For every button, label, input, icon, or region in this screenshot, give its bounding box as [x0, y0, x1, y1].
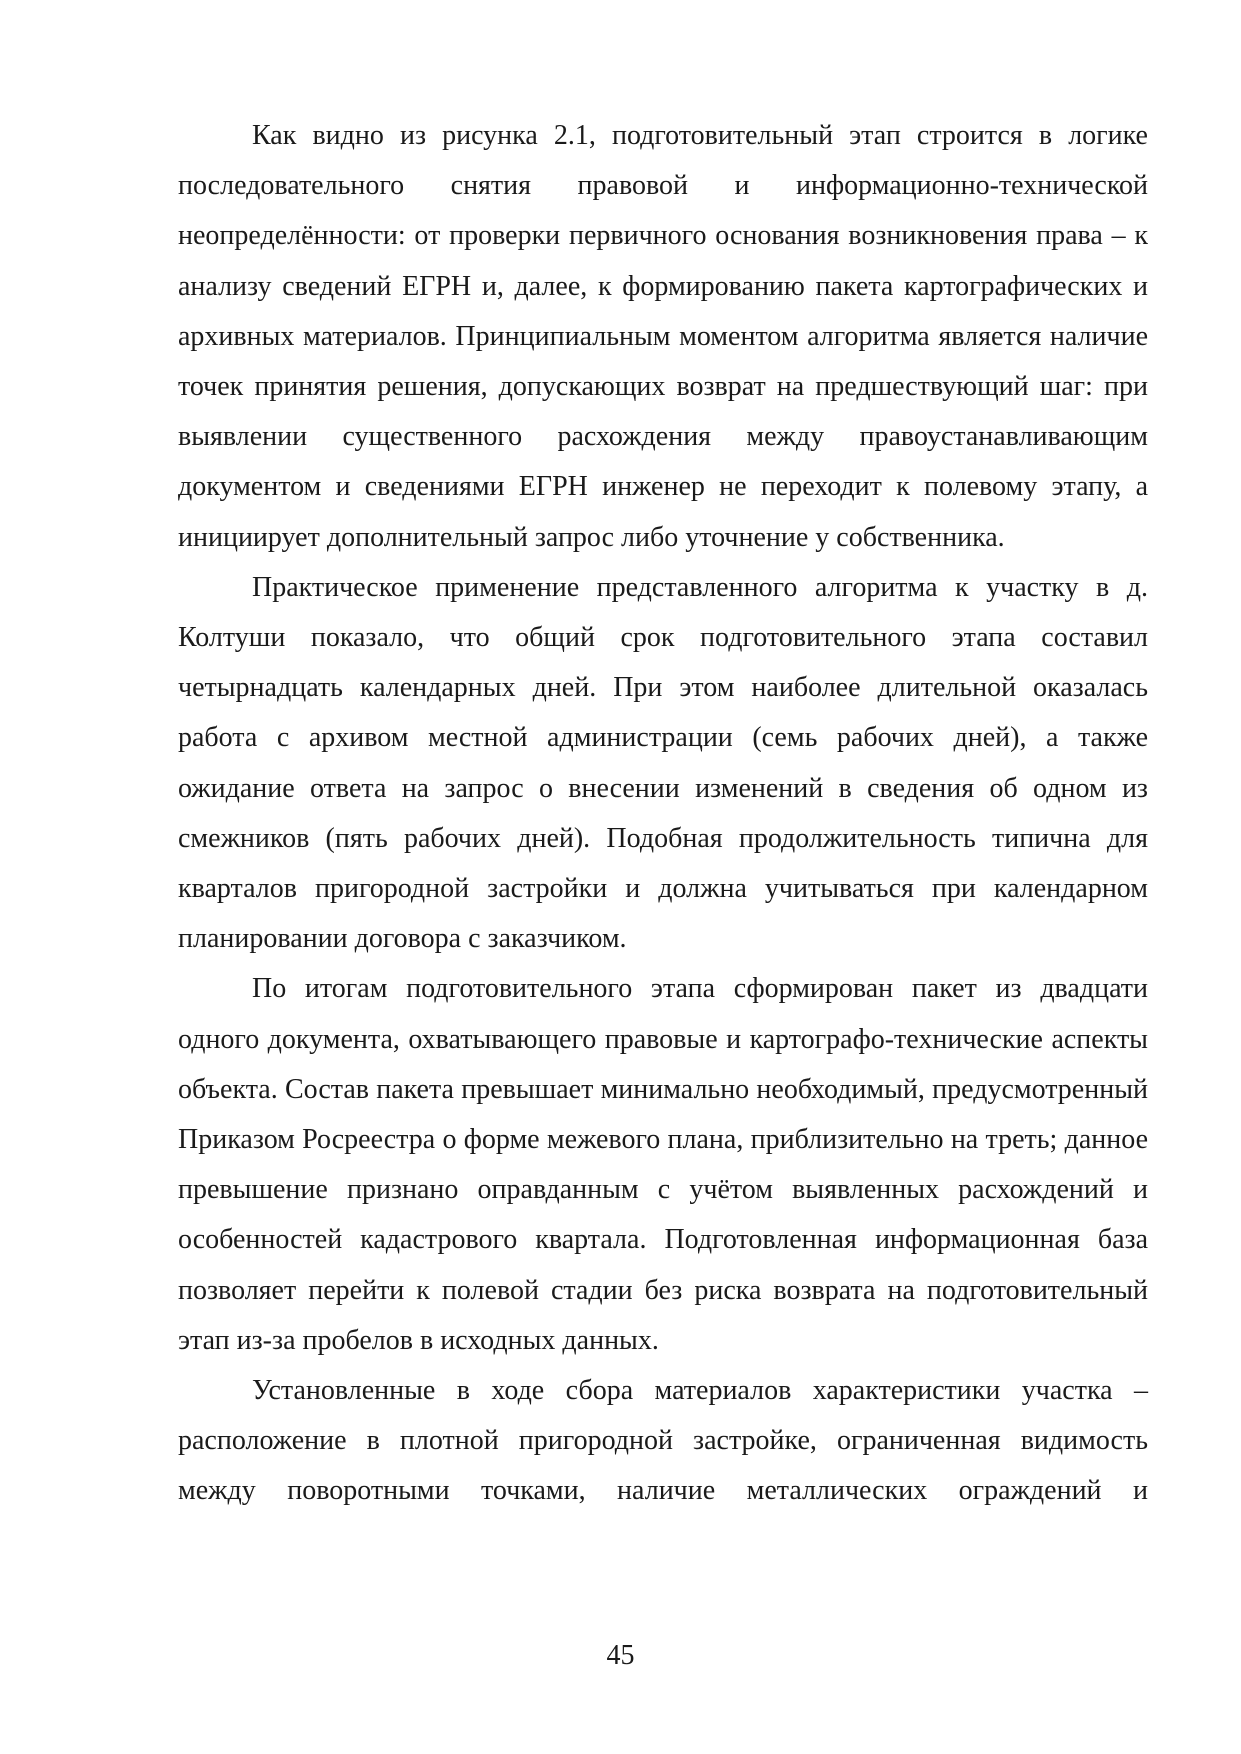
- body-text: [178, 111, 1148, 1517]
- paragraph-2: Практическое применение представленного алгоритма к участку в д. Колтуши показало, что общий срок подготовительного этапа составил четырнадцать календарных дней. При этом наиболее длительной оказалась работа с архивом местной администрации (семь рабочих дней), а также ожидание ответа на запрос о внесении изменений в сведения об одном из смежников (пять рабочих дней). Подобная продолжительность типична для кварталов пригородной застройки и должна учитываться при календарном планировании договора с заказчиком.: [178, 571, 1148, 955]
- page-number: 45: [606, 1640, 635, 1671]
- paragraph-4: Установленные в ходе сбора материалов характеристики участка – расположение в плотной пригородной застройке, ограниченная видимость между поворотными точками, наличие металлических ограждений и: [178, 1375, 1148, 1507]
- paragraph-1: Как видно из рисунка 2.1, подготовительный этап строится в логике последовательного снятия правовой и информационно-технической неопределённости: от проверки первичного основания возникновения права – к анализу сведений ЕГРН и, далее, к формированию пакета картографических и архивных материалов. Принципиальным моментом алгоритма является наличие точек принятия решения, допускающих возврат на предшествующий шаг: при выявлении существенного расхождения между правоустанавливающим документом и сведениями ЕГРН инженер не переходит к полевому этапу, а инициирует дополнительный запрос либо уточнение у собственника.: [178, 120, 1148, 553]
- paragraph-3: По итогам подготовительного этапа сформирован пакет из двадцати одного документа, охватывающего правовые и картографо-технические аспекты объекта. Состав пакета превышает минимально необходимый, предусмотренный Приказом Росреестра о форме межевого плана, приблизительно на треть; данное превышение признано оправданным с учётом выявленных расхождений и особенностей кадастрового квартала. Подготовленная информационная база позволяет перейти к полевой стадии без риска возврата на подготовительный этап из-за пробелов в исходных данных.: [178, 973, 1148, 1356]
